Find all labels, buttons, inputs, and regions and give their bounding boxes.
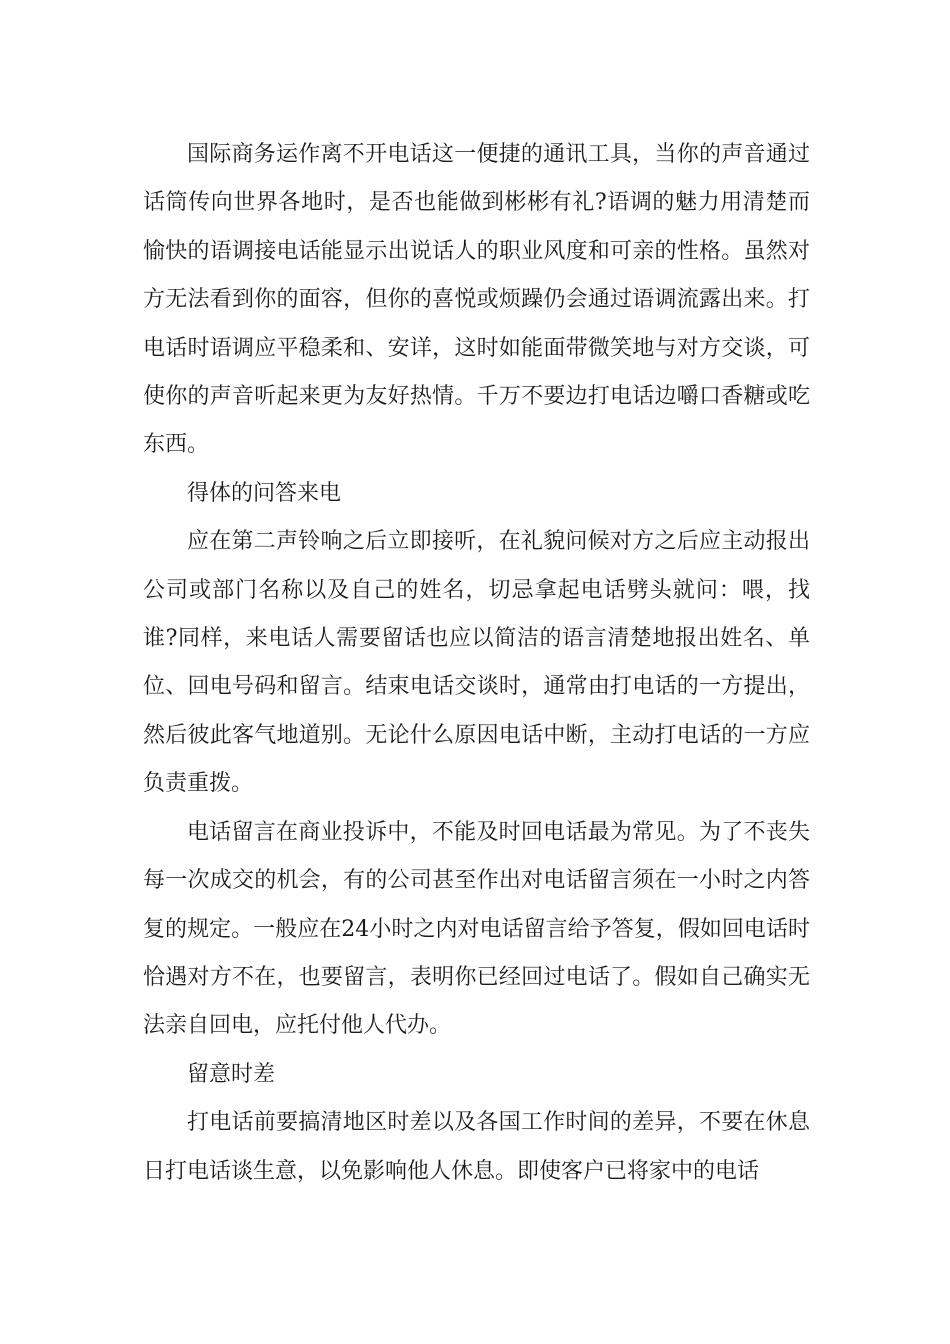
paragraph-answering: 应在第二声铃响之后立即接听，在礼貌问候对方之后应主动报出公司或部门名称以及自己的姓名，切忌拿起电话劈头就问：喂，找谁?同样，来电话人需要留话也应以简洁的语言清楚地报出姓名、单位、回电号码和留言。结束电话交谈时，通常由打电话的一方提出，然后彼此客气地道别。无论什么原因电话中断，主动打电话的一方应负责重拨。 <box>143 529 810 797</box>
section-heading-time-difference: 留意时差 <box>187 1061 276 1087</box>
paragraph-time-difference: 打电话前要搞清地区时差以及各国工作时间的差异，不要在休息日打电话谈生意，以免影响他人休息。即使客户已将家中的电话 <box>143 1110 810 1184</box>
paragraph-voicemail: 电话留言在商业投诉中，不能及时回电话最为常见。为了不丧失每一次成交的机会，有的公司甚至作出对电话留言须在一小时之内答复的规定。一般应在24小时之内对电话留言给予答复，假如回电话时恰遇对方不在，也要留言，表明你已经回过电话了。假如自己确实无法亲自回电，应托付他人代办。 <box>143 819 810 1039</box>
paragraph-phone-tone: 国际商务运作离不开电话这一便捷的通讯工具，当你的声音通过话筒传向世界各地时，是否也能做到彬彬有礼?语调的魅力用清楚而愉快的语调接电话能显示出说话人的职业风度和可亲的性格。虽然对方无法看到你的面容，但你的喜悦或烦躁仍会通过语调流露出来。打电话时语调应平稳柔和、安详，这时如能面带微笑地与对方交谈，可使你的声音听起来更为友好热情。千万不要边打电话边嚼口香糖或吃东西。 <box>143 142 810 458</box>
document-body <box>143 131 810 1196</box>
section-heading-answering: 得体的问答来电 <box>187 480 342 506</box>
